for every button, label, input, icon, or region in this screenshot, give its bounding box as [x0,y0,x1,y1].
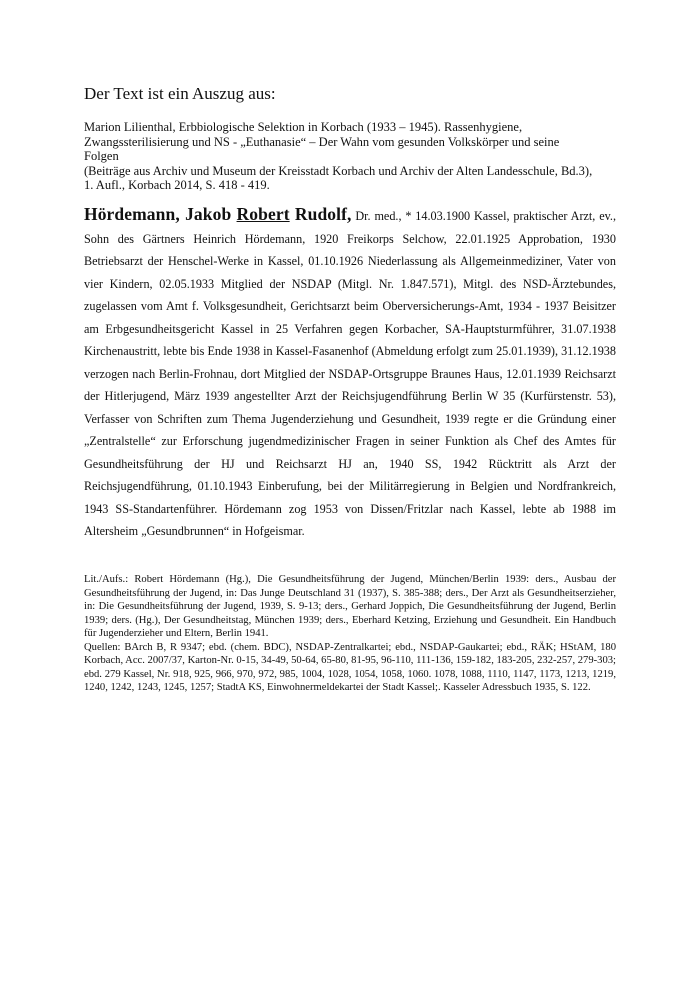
biography-text: Dr. med., * 14.03.1900 Kassel, praktischer Arzt, ev., Sohn des Gärtners Heinrich Hördemann, 1920 Freikorps Selchow, 22.01.1925 Approbation, 1930 Betriebsarzt der Henschel-Werke in Kassel, 01.10.1926 Niederlassung als Allgemeinmediziner, Vater von vier Kindern, 02.05.1933 Mitglied der NSDAP (Mitgl. Nr. 1.847.571), Mitgl. des NSD-Ärztebundes, zugelassen vom Amt f. Volksgesundheit, Gerichtsarzt beim Oberversicherungs-Amt, 1934 - 1937 Beisitzer am Erbgesundheitsgericht Kassel in 25 Verfahren gegen Korbacher, SA-Hauptsturmführer, 31.07.1938 Kirchenaustritt, lebte bis Ende 1938 in Kassel-Fasanenhof (Abmeldung erfolgt zum 25.01.1939), 31.12.1938 verzogen nach Berlin-Frohnau, dort Mitglied der NSDAP-Ortsgruppe Braunes Haus, 12.01.1939 Reichsarzt der Hitlerjugend, März 1939 angestellter Arzt der Reichsjugendführung Berlin W 35 (Kurfürstenstr. 53), Verfasser von Schriften zum Thema Jugenderziehung und Gesundheit, 1939 regte er die Gründung einer „Zentralstelle“ zur Erforschung jugendmedizinischer Fragen in seiner Funktion als Chef des Amtes für Gesundheitsführung der HJ und Reichsarzt HJ an, 1940 SS, 1942 Rücktritt als Arzt der Reichsjugendführung, 01.10.1943 Einberufung, bei der Militärregierung in Belgien und Nordfrankreich, 1943 SS-Standartenführer. Hördemann zog 1953 von Dissen/Fritzlar nach Kassel, lebte ab 1988 im Altersheim „Gesundbrunnen“ in Hofgeismar. [84,209,616,538]
source-line: Marion Lilienthal, Erbbiologische Selektion in Korbach (1933 – 1945). Rassenhygiene, [84,120,523,134]
biography-entry [84,203,616,543]
person-name [84,204,352,224]
sources-list: Quellen: BArch B, R 9347; ebd. (chem. BDC), NSDAP-Zentralkartei; ebd., NSDAP-Gaukartei; ebd., RÄK; HStAM, 180 Korbach, Acc. 2007/37, Karton-Nr. 0-15, 34-49, 50-64, 65-80, 81-95, 96-110, 111-136, 159-182, 183-205, 232-257, 279-303; ebd. 279 Kassel, Nr. 918, 925, 966, 970, 972, 985, 1004, 1028, 1054, 1058, 1060. 1078, 1088, 1110, 1147, 1173, 1213, 1219, 1240, 1242, 1243, 1245, 1257; StadtA KS, Einwohnermeldekartei der Stadt Kassel;. Kasseler Adressbuch 1935, S. 122. [84,641,616,693]
name-last-part: Rudolf, [289,204,352,224]
source-line: Zwangssterilisierung und NS - „Euthanasie“ – Der Wahn vom gesunden Volkskörper und seine [84,134,560,149]
source-line: Folgen [84,149,119,163]
source-line: 1. Aufl., Korbach 2014, S. 418 - 419. [84,178,270,192]
literature-list: Lit./Aufs.: Robert Hördemann (Hg.), Die Gesundheitsführung der Jugend, München/Berlin 1939: ders., Ausbau der Gesundheitsführung der Jugend, in: Das Junge Deutschland 31 (1937), S. 385-388; ders., Der Arzt als Gesundheitserzieher, in: Die Gesundheitsführung der Jugend, 1939, S. 9-13; ders., Gerhard Joppich, Die Gesundheitsführung der Jugend, Berlin 1939; ders. (Hg.), Der Gesundheitstag, München 1939; ders., Eberhard Ketzing, Erziehung und Gesundheit. Ein Handbuch für Jugenderzieher und Eltern, Berlin 1941. [84,574,616,639]
name-first-part: Hördemann, Jakob [84,204,237,224]
page-heading: Der Text ist ein Auszug aus: [84,84,276,103]
name-underlined: Robert [236,204,290,224]
references-block [84,573,616,695]
source-line: (Beiträge aus Archiv und Museum der Kreisstadt Korbach und Archiv der Alten Landesschule, Bd.3), [84,163,593,178]
source-citation [84,120,624,193]
